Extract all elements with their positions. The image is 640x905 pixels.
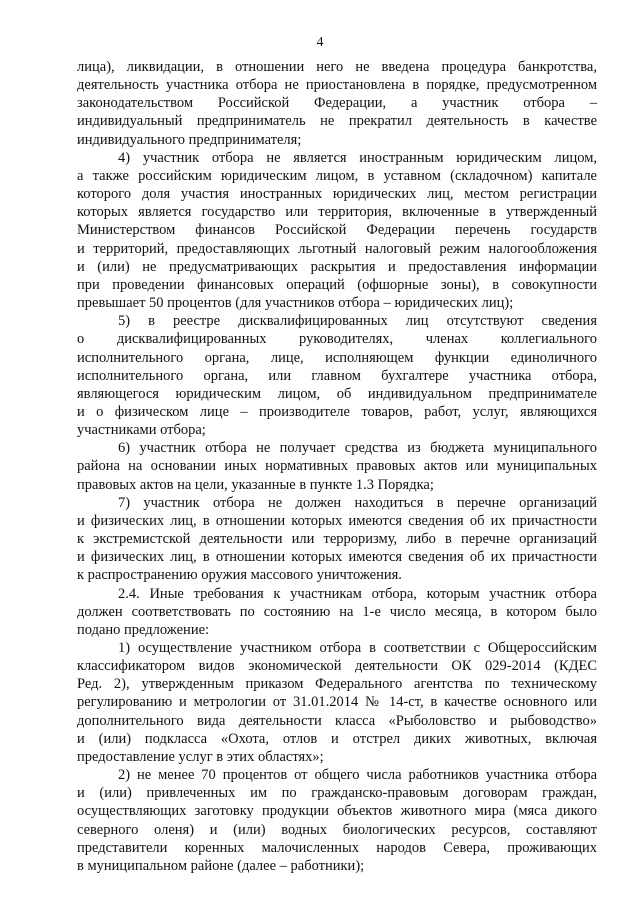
text-line: и (или) подкласса «Охота, отлов и отстрел диких животных, включая — [77, 730, 597, 747]
text-line: подано предложение: — [77, 621, 210, 638]
text-line: законодательством Российской Федерации, а участник отбора – — [77, 95, 597, 112]
text-line: и (или) привлеченных им по гражданско-правовым договорам граждан, — [77, 785, 597, 802]
text-line: 1) осуществление участником отбора в соответствии с Общероссийским — [118, 640, 597, 656]
text-line: Министерством финансов Российской Федерации перечень государств — [77, 222, 597, 239]
page-number: 4 — [316, 35, 324, 50]
text-line: и (или) не предусматривающих раскрытия и предоставления информации — [77, 258, 597, 275]
text-line: являющегося юридическим лицом, об индивидуальном предпринимателе — [77, 385, 597, 402]
paragraph-item-6 — [77, 439, 597, 493]
text-line: регулированию и метрологии от 31.01.2014 № 14-ст, в качестве основного или — [77, 694, 597, 711]
paragraph-item-4 — [77, 149, 597, 312]
text-line: о дисквалифицированных руководителях, членах коллегиального — [77, 331, 597, 348]
text-line: в муниципальном районе (далее – работники); — [77, 857, 365, 874]
paragraph-section-2-4 — [77, 585, 597, 639]
text-line: и физических лиц, в отношении которых имеются сведения об их причастности — [77, 512, 597, 529]
paragraph-req-1 — [77, 639, 597, 766]
text-line: и о физическом лице – производителе товаров, работ, услуг, являющихся — [77, 403, 597, 420]
paragraph-item-5 — [77, 312, 597, 439]
text-line: 7) участник отбора не должен находиться в перечне организаций — [118, 494, 597, 511]
text-line: индивидуального предпринимателя; — [77, 131, 302, 148]
text-line: 4) участник отбора не является иностранным юридическим лицом, — [118, 149, 597, 166]
text-line: предоставление услуг в этих областях»; — [77, 748, 324, 765]
text-line: при проведении финансовых операций (офшорные зоны), в совокупности — [77, 276, 597, 293]
text-line: дополнительного вида деятельности класса «Рыболовство и рыбоводство» — [77, 712, 597, 729]
text-line: осуществляющих заготовку продукции объектов животного мира (мяса дикого — [77, 803, 597, 820]
text-line: северного оленя) и (или) водных биологических ресурсов, составляют — [77, 821, 597, 838]
paragraph-item-7 — [77, 494, 597, 585]
text-line: к распространению оружия массового уничтожения. — [77, 567, 402, 584]
paragraph-req-2 — [77, 766, 597, 875]
text-line: 6) участник отбора не получает средства из бюджета муниципального — [118, 440, 597, 457]
text-line: и физических лиц, в отношении которых имеются сведения об их причастности — [77, 549, 597, 566]
text-line: 2.4. Иные требования к участникам отбора, которым участник отбора — [118, 585, 597, 602]
text-line: исполнительного органа, или главном бухгалтере участника отбора, — [77, 367, 597, 384]
paragraph-continuation — [77, 58, 597, 149]
text-line: лица), ликвидации, в отношении него не введена процедура банкротства, — [77, 59, 597, 75]
text-line: района на основании иных нормативных правовых актов или муниципальных — [77, 458, 597, 475]
text-line: которого доля участия иностранных юридических лиц, местом регистрации — [77, 186, 597, 203]
text-line: 5) в реестре дисквалифицированных лиц отсутствуют сведения — [118, 313, 597, 330]
text-line: и территорий, предоставляющих льготный налоговый режим налогообложения — [77, 240, 597, 257]
text-line: правовых актов на цели, указанные в пункте 1.3 Порядка; — [77, 476, 434, 493]
text-line: к экстремистской деятельности или терроризму, либо в перечне организаций — [77, 531, 597, 548]
text-line: должен соответствовать по состоянию на 1-е число месяца, в котором было — [77, 603, 597, 620]
text-line: превышает 50 процентов (для участников отбора – юридических лиц); — [77, 295, 514, 312]
text-line: а также российским юридическим лицом, в уставном (складочном) капитале — [77, 167, 597, 184]
text-line: индивидуальный предприниматель не прекратил деятельность в качестве — [77, 113, 597, 130]
text-line: исполнительного органа, лице, исполняющем функции единоличного — [77, 349, 597, 366]
text-line: представители коренных малочисленных народов Севера, проживающих — [77, 839, 597, 856]
text-line: 2) не менее 70 процентов от общего числа работников участника отбора — [118, 767, 597, 784]
document-body — [77, 58, 597, 875]
text-line: Ред. 2), утвержденным приказом Федерального агентства по техническому — [77, 676, 597, 693]
text-line: которых является государство или территория, включенные в утвержденный — [77, 204, 597, 221]
text-line: деятельность участника отбора не приостановлена в порядке, предусмотренном — [77, 77, 597, 94]
text-line: классификатором видов экономической деятельности ОК 029-2014 (КДЕС — [77, 658, 597, 675]
text-line: участниками отбора; — [77, 422, 206, 439]
